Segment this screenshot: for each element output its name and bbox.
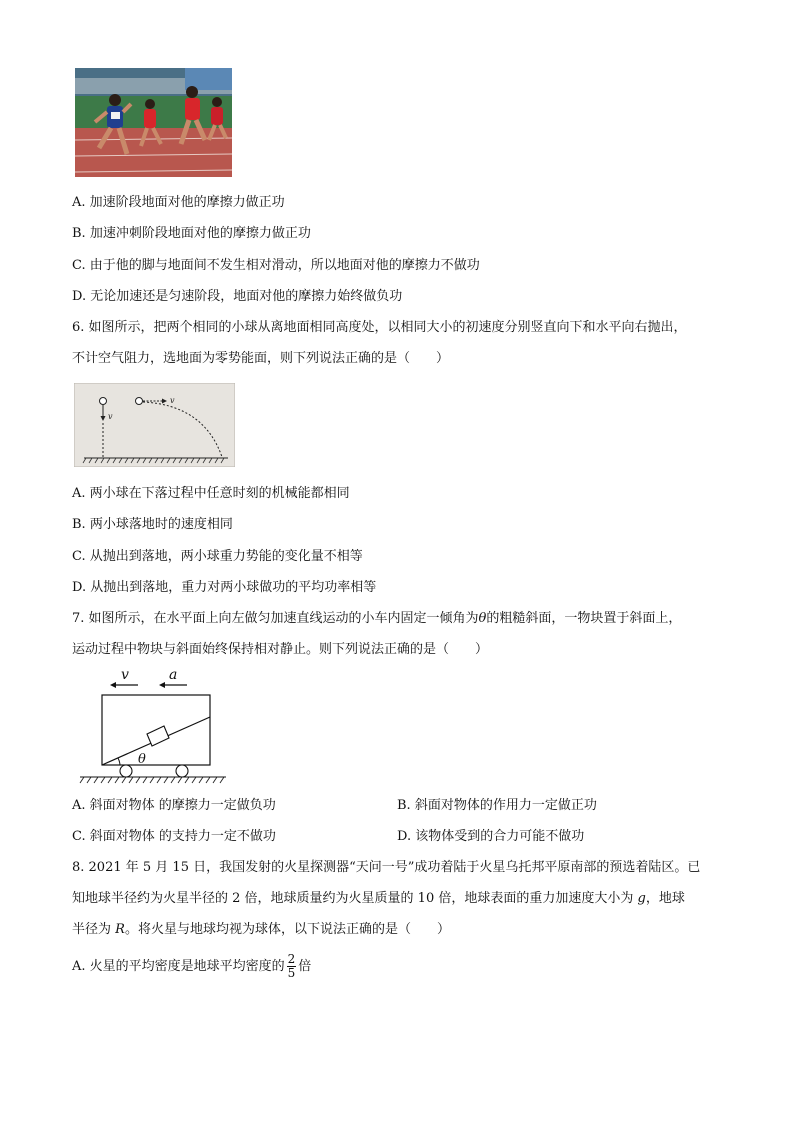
q7-figure-label-v: v <box>121 667 129 683</box>
q7-figure <box>76 664 232 786</box>
q8-stem-g: g <box>637 891 646 906</box>
q6-option-d: D. 从抛出到落地，重力对两小球做功的平均功率相等 <box>72 580 377 595</box>
q5-option-d: D. 无论加速还是匀速阶段，地面对他的摩擦力始终做负功 <box>72 289 403 304</box>
q8-option-a-fraction <box>287 953 297 980</box>
q7-stem-line1 <box>72 611 681 627</box>
q8-option-a <box>72 952 311 982</box>
q7-figure-label-theta: θ <box>138 752 146 767</box>
q7-option-a: A. 斜面对物体 的摩擦力一定做负功 <box>72 798 276 813</box>
q6-stem-line2: 不计空气阻力，选地面为零势能面，则下列说法正确的是（ ） <box>72 351 450 366</box>
q8-stem-line3-a: 半径为 <box>72 922 116 937</box>
q6-stem-line1: 6. 如图所示，把两个相同的小球从离地面相同高度处，以相同大小的初速度分别竖直向下和水平向右抛出， <box>72 320 687 335</box>
q7-stem-line1-b: 的粗糙斜面，一物块置于斜面上， <box>486 611 682 626</box>
q7-figure-label-a: a <box>169 667 178 683</box>
q5-option-c: C. 由于他的脚与地面间不发生相对滑动，所以地面对他的摩擦力不做功 <box>72 258 480 273</box>
q7-stem-line2: 运动过程中物块与斜面始终保持相对静止。则下列说法正确的是（ ） <box>72 642 489 657</box>
q8-stem-R: R <box>115 922 125 937</box>
q8-stem-line2-a: 知地球半径约为火星半径的 2 倍，地球质量约为火星质量的 10 倍，地球表面的重力加速度大小为 <box>72 891 638 906</box>
q6-option-b: B. 两小球落地时的速度相同 <box>72 517 233 532</box>
q8-stem-line1: 8. 2021 年 5 月 15 日，我国发射的火星探测器“天问一号”成功着陆于火星乌托邦平原南部的预选着陆区。已 <box>72 860 701 875</box>
fraction-denominator: 5 <box>287 966 296 980</box>
q8-option-a-suffix: 倍 <box>298 959 312 974</box>
q7-stem-line1-a: 7. 如图所示，在水平面上向左做匀加速直线运动的小车内固定一倾角为 <box>72 611 479 626</box>
q8-stem-line3 <box>72 922 450 938</box>
q8-stem-line2 <box>72 891 685 907</box>
q7-option-d: D. 该物体受到的合力可能不做功 <box>397 829 585 844</box>
q6-figure <box>74 383 235 467</box>
q8-stem-line3-b: 。将火星与地球均视为球体，以下说法正确的是（ ） <box>124 922 450 937</box>
q8-option-a-text: A. 火星的平均密度是地球平均密度的 <box>72 959 285 974</box>
q7-option-b: B. 斜面对物体的作用力一定做正功 <box>397 798 597 813</box>
q6-figure-label-v-left: v <box>108 412 113 421</box>
q5-option-b: B. 加速冲刺阶段地面对他的摩擦力做正功 <box>72 226 311 241</box>
q8-stem-line2-b: ，地球 <box>645 891 685 906</box>
q7-stem-theta: θ <box>478 611 487 626</box>
runners-photo <box>75 68 232 177</box>
q5-option-a: A. 加速阶段地面对他的摩擦力做正功 <box>72 195 285 210</box>
fraction-numerator: 2 <box>287 952 296 966</box>
q6-figure-label-v-right: v <box>170 396 175 405</box>
q6-option-c: C. 从抛出到落地，两小球重力势能的变化量不相等 <box>72 549 363 564</box>
q6-option-a: A. 两小球在下落过程中任意时刻的机械能都相同 <box>72 486 350 501</box>
q7-option-c: C. 斜面对物体 的支持力一定不做功 <box>72 829 276 844</box>
